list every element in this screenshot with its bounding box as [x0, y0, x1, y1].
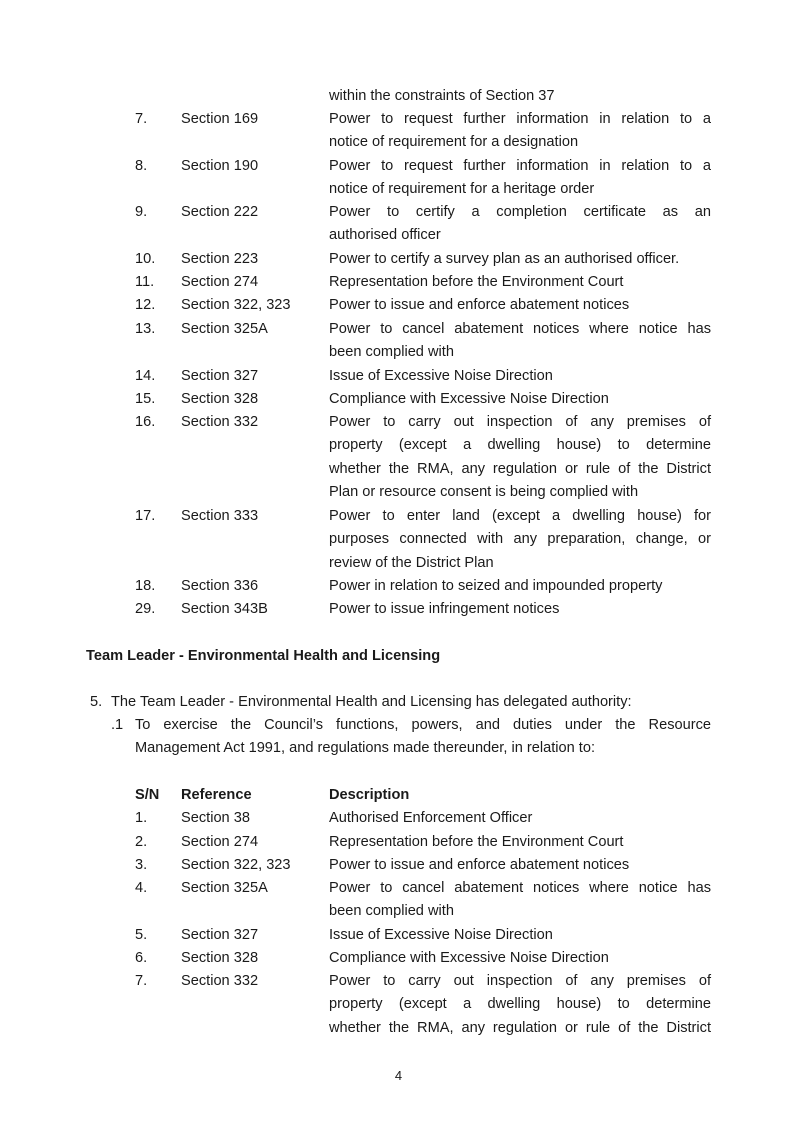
row-number: 18.	[135, 578, 156, 594]
row-description: Power to cancel abatement notices where notice has been complied with	[329, 880, 711, 920]
row-number: 6.	[135, 950, 148, 966]
row-number: 7.	[135, 973, 148, 989]
row-description: Power to issue and enforce abatement notices	[329, 857, 630, 873]
row-number: 10.	[135, 251, 156, 267]
subitem-text: To exercise the Council’s functions, powers, and duties under the Resource Management Act 1991, and regulations made thereunder, in relation to:	[135, 717, 711, 757]
section-heading: Team Leader - Environmental Health and Licensing	[86, 648, 441, 664]
row-reference: Section 327	[181, 927, 259, 943]
row-description: Power to request further information in relation to a notice of requirement for a designation	[329, 111, 711, 151]
row-reference: Section 222	[181, 204, 259, 220]
row-description: Power to enter land (except a dwelling house) for purposes connected with any preparation, change, or review of the District Plan	[329, 508, 711, 571]
row-number: 11.	[135, 274, 155, 290]
row-number: 15.	[135, 391, 156, 407]
row-description: Power to certify a survey plan as an authorised officer.	[329, 251, 680, 267]
row-number: 12.	[135, 297, 156, 313]
row-reference: Section 322, 323	[181, 857, 291, 873]
row-description: Power to carry out inspection of any premises of property (except a dwelling house) to determine whether the RMA, any regulation or rule of the District	[329, 973, 711, 1036]
row-description: Representation before the Environment Court	[329, 834, 624, 850]
subitem-number: .1	[111, 717, 124, 733]
item-text: The Team Leader - Environmental Health and Licensing has delegated authority:	[111, 694, 632, 710]
row-description: Power in relation to seized and impounded property	[329, 578, 663, 594]
row-description: Power to request further information in relation to a notice of requirement for a heritage order	[329, 158, 711, 198]
row-reference: Section 333	[181, 508, 259, 524]
header-reference: Reference	[181, 787, 252, 803]
row-reference: Section 274	[181, 274, 259, 290]
row-description: Power to cancel abatement notices where notice has been complied with	[329, 321, 711, 361]
row-number: 13.	[135, 321, 156, 337]
row-reference: Section 223	[181, 251, 259, 267]
row-description: Power to carry out inspection of any premises of property (except a dwelling house) to determine whether the RMA, any regulation or rule of the District Plan or resource consent is being complied with	[329, 414, 711, 500]
row-number: 14.	[135, 368, 156, 384]
row-reference: Section 332	[181, 414, 259, 430]
row-reference: Section 38	[181, 810, 250, 826]
row-reference: Section 343B	[181, 601, 268, 617]
row-reference: Section 328	[181, 391, 259, 407]
row-reference: Section 336	[181, 578, 259, 594]
row-number: 29.	[135, 601, 156, 617]
row-description: Power to issue and enforce abatement notices	[329, 297, 630, 313]
row-reference: Section 325A	[181, 321, 268, 337]
row-description: Compliance with Excessive Noise Direction	[329, 391, 609, 407]
row-number: 7.	[135, 111, 148, 127]
row-number: 3.	[135, 857, 148, 873]
row-reference: Section 322, 323	[181, 297, 291, 313]
header-description: Description	[329, 787, 410, 803]
header-sn: S/N	[135, 787, 160, 803]
row-reference: Section 169	[181, 111, 259, 127]
row-number: 1.	[135, 810, 148, 826]
row-reference: Section 332	[181, 973, 259, 989]
row-description: Power to issue infringement notices	[329, 601, 560, 617]
row-number: 4.	[135, 880, 148, 896]
row-number: 2.	[135, 834, 148, 850]
item-number: 5.	[90, 694, 103, 710]
row-reference: Section 325A	[181, 880, 268, 896]
row-reference: Section 328	[181, 950, 259, 966]
row-description: Compliance with Excessive Noise Direction	[329, 950, 609, 966]
row-description: Representation before the Environment Court	[329, 274, 624, 290]
row-description: Authorised Enforcement Officer	[329, 810, 533, 826]
row-reference: Section 190	[181, 158, 259, 174]
row-number: 5.	[135, 927, 148, 943]
row-description: Power to certify a completion certificate as an authorised officer	[329, 204, 711, 244]
row-reference: Section 274	[181, 834, 259, 850]
row-description: within the constraints of Section 37	[329, 88, 555, 104]
row-number: 16.	[135, 414, 156, 430]
row-number: 8.	[135, 158, 148, 174]
row-number: 9.	[135, 204, 148, 220]
row-description: Issue of Excessive Noise Direction	[329, 368, 553, 384]
row-description: Issue of Excessive Noise Direction	[329, 927, 553, 943]
row-number: 17.	[135, 508, 156, 524]
page-number: 4	[394, 1068, 403, 1083]
row-reference: Section 327	[181, 368, 259, 384]
